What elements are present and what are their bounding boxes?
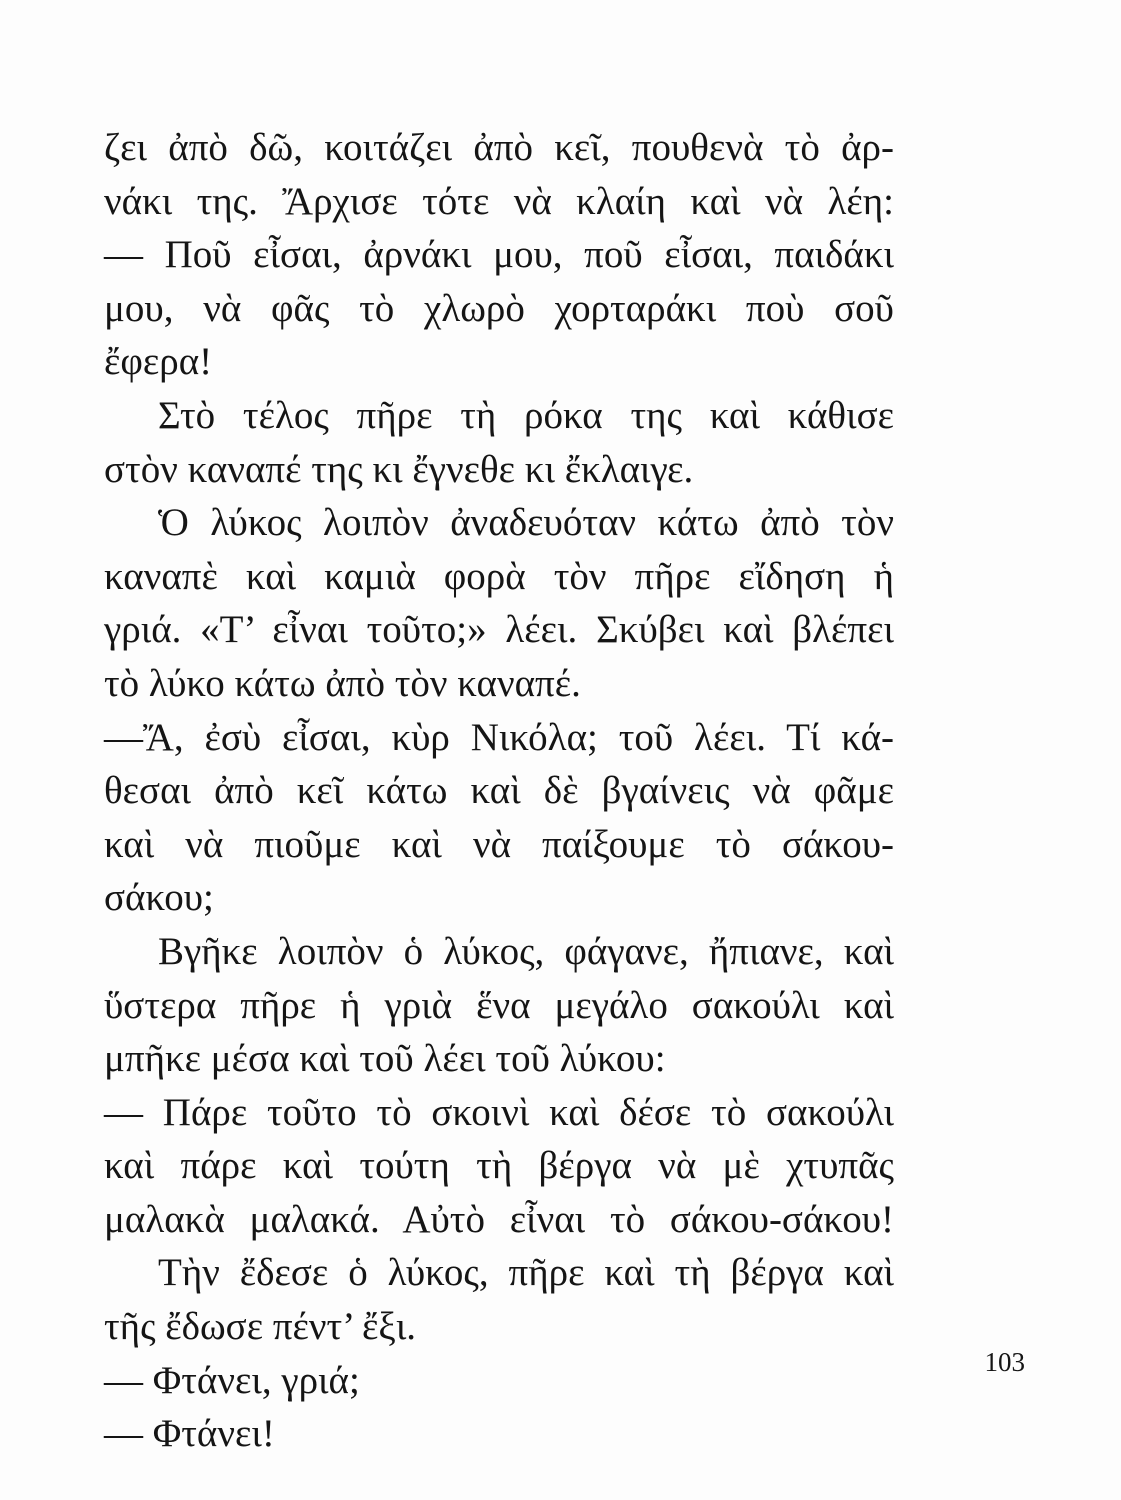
text-line: σάκου; (104, 876, 214, 920)
text-line: γριά. «Τ’ εἶναι τοῦτο;» λέει. Σκύβει καὶ βλέπει (104, 608, 894, 652)
text-line: νάκι της. Ἄρχισε τότε νὰ κλαίη καὶ νὰ λέη: (104, 179, 894, 223)
text-line: μου, νὰ φᾶς τὸ χλωρὸ χορταράκι ποὺ σοῦ (104, 286, 894, 330)
text-line: — Φτάνει, γριά; (104, 1358, 360, 1402)
text-line: θεσαι ἀπὸ κεῖ κάτω καὶ δὲ βγαίνεις νὰ φᾶμε (104, 769, 894, 813)
text-line: — Φτάνει! (104, 1412, 275, 1456)
text-line: ζει ἀπὸ δῶ, κοιτάζει ἀπὸ κεῖ, πουθενὰ τὸ ἀρ- (104, 126, 894, 169)
text-line: ἔφερα! (104, 340, 213, 384)
body-text (104, 121, 894, 1461)
text-line: μπῆκε μέσα καὶ τοῦ λέει τοῦ λύκου: (104, 1037, 666, 1081)
text-line: καναπὲ καὶ καμιὰ φορὰ τὸν πῆρε εἴδηση ἡ (104, 554, 894, 598)
text-line: Βγῆκε λοιπὸν ὁ λύκος, φάγανε, ἤπιανε, καὶ (158, 929, 894, 973)
page-number: 103 (984, 1347, 1025, 1377)
text-line: Ὁ λύκος λοιπὸν ἀναδευόταν κάτω ἀπὸ τὸν (158, 501, 894, 545)
text-line: στὸν καναπέ της κι ἔγνεθε κι ἔκλαιγε. (104, 447, 694, 491)
text-line: μαλακὰ μαλακά. Αὐτὸ εἶναι τὸ σάκου-σάκου! (104, 1197, 894, 1241)
text-line: Τὴν ἔδεσε ὁ λύκος, πῆρε καὶ τὴ βέργα καὶ (158, 1251, 894, 1295)
text-line: — Ποῦ εἶσαι, ἀρνάκι μου, ποῦ εἶσαι, παιδάκι (104, 233, 894, 277)
text-line: τὸ λύκο κάτω ἀπὸ τὸν καναπέ. (104, 661, 581, 705)
text-line: —Ἄ, ἐσὺ εἶσαι, κὺρ Νικόλα; τοῦ λέει. Τί κά- (104, 715, 894, 759)
text-line: καὶ πάρε καὶ τούτη τὴ βέργα νὰ μὲ χτυπᾶς (104, 1144, 894, 1188)
text-line: Στὸ τέλος πῆρε τὴ ρόκα της καὶ κάθισε (158, 393, 894, 437)
text-line: τῆς ἔδωσε πέντ’ ἔξι. (104, 1305, 417, 1349)
text-line: ὕστερα πῆρε ἡ γριὰ ἕνα μεγάλο σακούλι καὶ (104, 983, 894, 1027)
text-line: — Πάρε τοῦτο τὸ σκοινὶ καὶ δέσε τὸ σακούλι (104, 1090, 894, 1134)
text-line: καὶ νὰ πιοῦμε καὶ νὰ παίξουμε τὸ σάκου- (104, 822, 894, 866)
